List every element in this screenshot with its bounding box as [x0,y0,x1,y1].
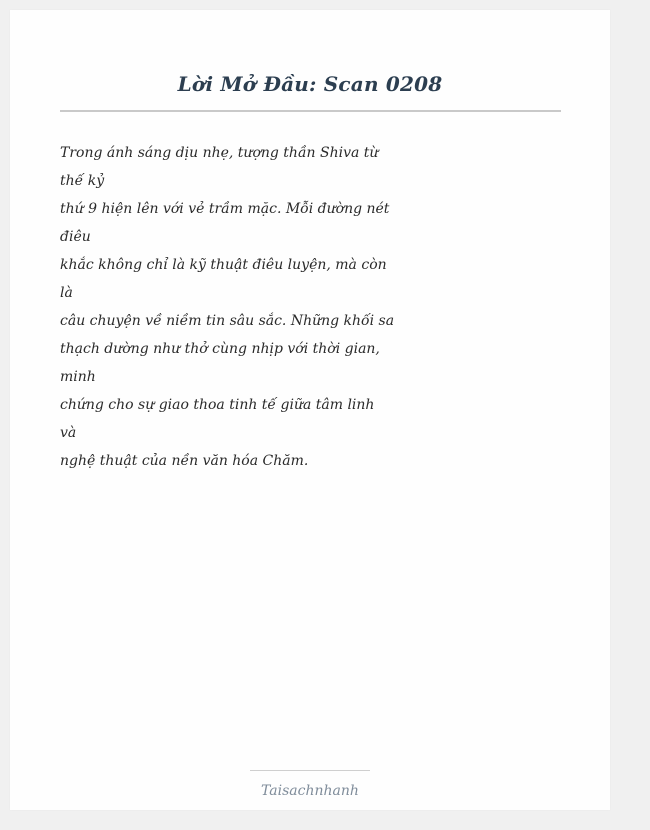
title-divider [60,110,561,112]
text-line: thạch dường như thở cùng nhịp với thời gian, [60,341,380,357]
footer-divider [250,770,370,771]
page-title: Lời Mở Đầu: Scan 0208 [177,72,443,96]
footer-label: Taisachnhanh [261,783,359,799]
text-line: câu chuyện về niềm tin sâu sắc. Những khối sa [60,313,395,329]
body-text [60,142,395,478]
text-line: điêu [60,229,91,245]
text-line: Trong ánh sáng dịu nhẹ, tượng thần Shiva từ [60,145,379,161]
text-line: thứ 9 hiện lên với vẻ trầm mặc. Mỗi đường nét [60,201,390,217]
text-line: thế kỷ [60,173,105,189]
text-line: minh [60,369,96,385]
text-line: là [60,285,73,301]
text-line: và [60,425,77,441]
text-line: chứng cho sự giao thoa tinh tế giữa tâm linh [60,397,375,413]
text-line: khắc không chỉ là kỹ thuật điêu luyện, mà còn [60,257,387,273]
document-page [10,10,610,810]
text-line: nghệ thuật của nền văn hóa Chăm. [60,453,309,469]
